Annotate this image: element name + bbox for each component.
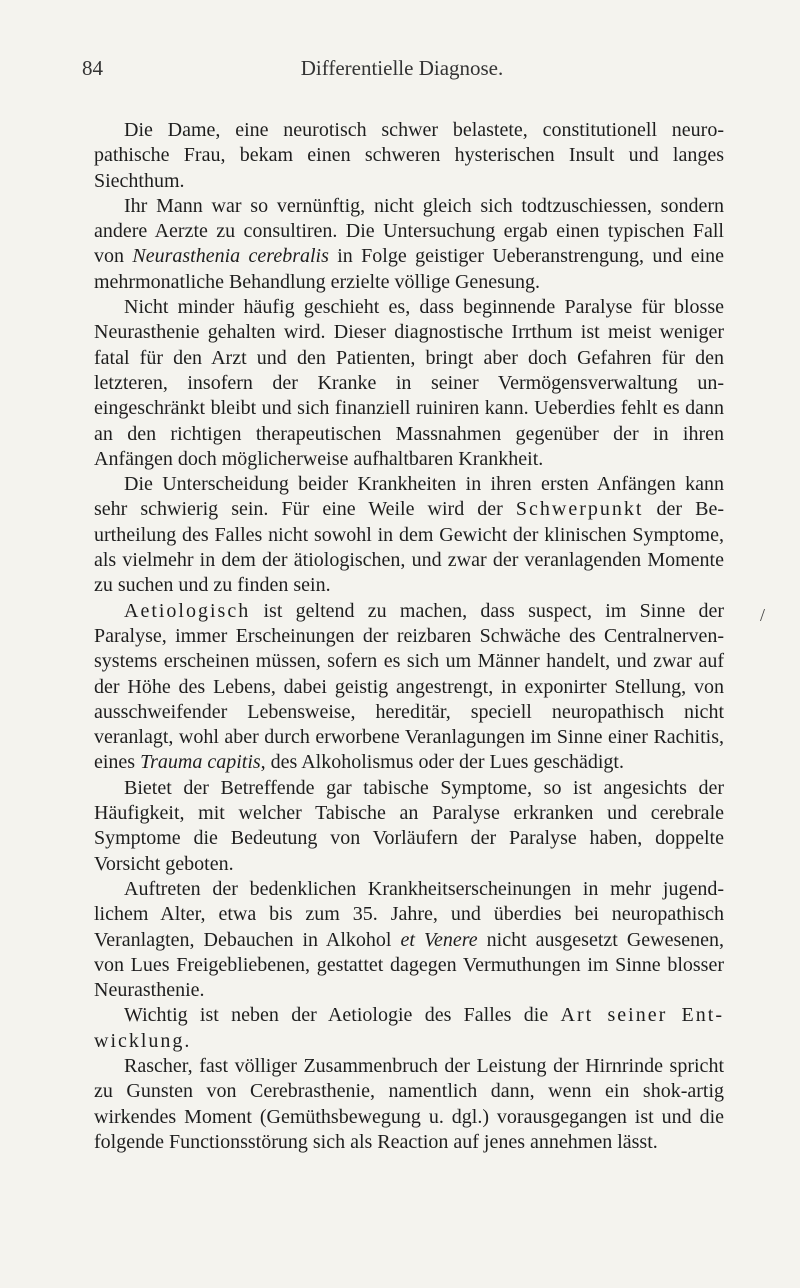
- spaced-term: Aetiologisch: [124, 599, 251, 622]
- paragraph: Ihr Mann war so vernünftig, nicht gleich sich todtzuschiessen, sondern andere Aerzte zu consultiren. Die Untersuchung ergab einen typischen Fall von Neurasthenia cerebralis in Folge geistiger Ueberanstrengung, und eine mehrmonatliche Behandlung erzielte völlige Genesung.: [94, 194, 725, 293]
- paragraph: Nicht minder häufig geschieht es, dass beginnende Paralyse für blosse Neurasthenie gehalten wird. Dieser diagnostische Irrthum ist meist weniger fatal für den Arzt und den Patienten, bringt aber doch Gefahren für den letzteren, insofern der Kranke in seiner Vermögensverwaltung un-eingeschränkt bleibt und sich finanziell ruiniren kann. Ueberdies fehlt es dann an den richtigen therapeutischen Massnahmen gegenüber der in ihren Anfängen doch möglicherweise aufhaltbaren Krankheit.: [94, 296, 724, 470]
- paragraph: Auftreten der bedenklichen Krankheitserscheinungen in mehr jugend-lichem Alter, etwa bis zum 35. Jahre, und überdies bei neuropathisch Veranlagten, Debauchen in Alkohol et Venere nicht ausgesetzt Gewesenen, von Lues Freigebliebenen, gestattet dagegen Vermuthungen im Sinne blosser Neurasthenie.: [94, 877, 725, 1002]
- running-title: Differentielle Diagnose.: [300, 56, 504, 80]
- italic-term: Neurasthenia cerebralis: [132, 245, 329, 268]
- paragraph: Bietet der Betreffende gar tabische Symptome, so ist angesichts der Häufigkeit, mit welcher Tabische an Paralyse erkranken und cerebrale Symptome die Bedeutung von Vorläufern der Paralyse haben, doppelte Vorsicht geboten.: [94, 776, 724, 875]
- spaced-term: Art seiner Ent-wicklung.: [94, 1004, 724, 1052]
- page-header: [82, 56, 722, 86]
- spaced-term: Schwerpunkt: [515, 498, 644, 521]
- paragraph: Rascher, fast völliger Zusammenbruch der Leistung der Hirnrinde spricht zu Gunsten von Cerebrasthenie, namentlich dann, wenn ein shok-artig wirkendes Moment (Gemüthsbewegung u. dgl.) vorausgegangen ist und die folgende Functionsstörung sich als Reaction auf jenes annehmen lässt.: [94, 1054, 724, 1153]
- body-text: [94, 118, 724, 1155]
- italic-term: et Venere: [400, 928, 478, 951]
- page-number: 84: [82, 56, 103, 80]
- paragraph: Die Unterscheidung beider Krankheiten in ihren ersten Anfängen kann sehr schwierig sein. Für eine Weile wird der Schwerpunkt der Be-urtheilung des Falles nicht sowohl in dem Gewicht der klinischen Symptome, als vielmehr in dem der ätiologischen, und zwar der veranlagenden Momente zu suchen und zu finden sein.: [94, 473, 724, 597]
- paragraph: Die Dame, eine neurotisch schwer belastete, constitutionell neuro-pathische Frau, bekam einen schweren hysterischen Insult und langes Siechthum.: [94, 119, 724, 192]
- paragraph: Wichtig ist neben der Aetiologie des Falles die Art seiner Ent-wicklung.: [94, 1004, 724, 1052]
- margin-mark: /: [760, 605, 766, 625]
- italic-term: Trauma capitis: [140, 751, 261, 774]
- paragraph: Aetiologisch ist geltend zu machen, dass suspect, im Sinne der Paralyse, immer Erscheinungen der reizbaren Schwäche des Centralnerven-systems erscheinen müssen, sofern es sich um Männer handelt, und zwar auf der Höhe des Lebens, dabei geistig angestrengt, in exponirter Stellung, von ausschweifender Lebensweise, hereditär, speciell neuropathisch nicht veranlagt, wohl aber durch erworbene Veranlagungen im Sinne einer Rachitis, eines Trauma capitis, des Alkoholismus oder der Lues geschädigt.: [94, 599, 724, 774]
